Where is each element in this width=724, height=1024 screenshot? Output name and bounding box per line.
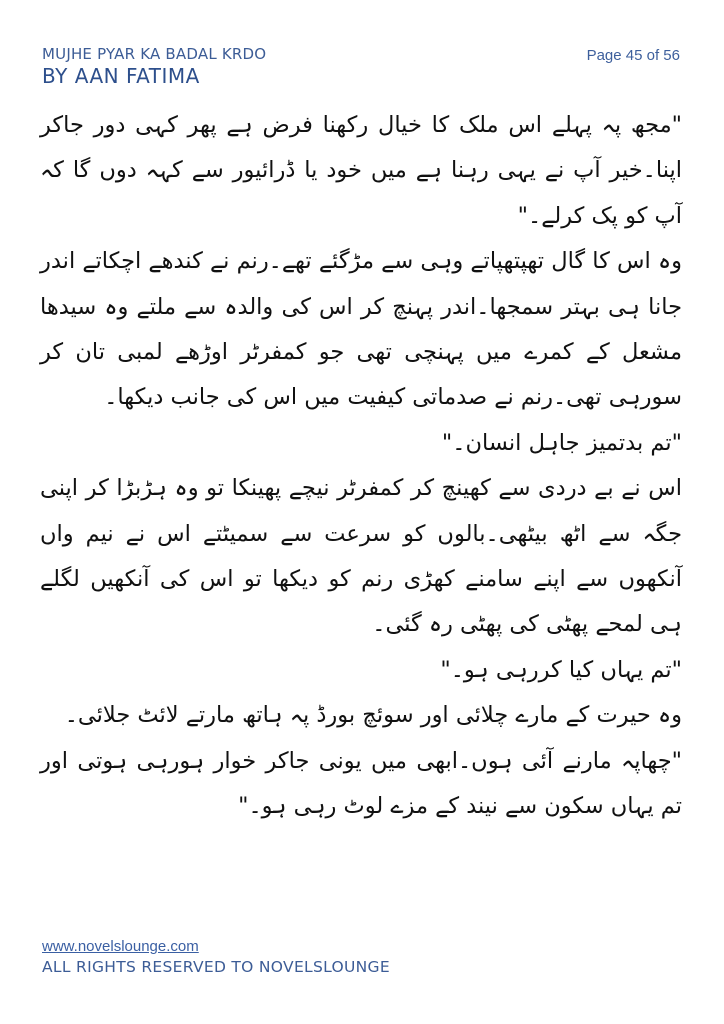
book-author: BY AAN FATIMA bbox=[42, 64, 200, 88]
paragraph: وہ حیرت کے مارے چلائی اور سوئچ بورڈ پہ ہاتھ مارتے لائٹ جلائی۔ bbox=[64, 702, 682, 729]
book-title: MUJHE PYAR KA BADAL KRDO bbox=[42, 45, 267, 63]
paragraph: "تم بدتمیز جاہل انسان۔" bbox=[441, 429, 682, 456]
paragraph: "مجھ پہ پہلے اس ملک کا خیال رکھنا فرض ہے پھر کہی دور جاکر اپنا۔خیر آپ نے یہی رہنا ہے میں خود یا ڈرائیور سے کہہ دوں گا کہ آپ کو پک کرلے۔" bbox=[40, 112, 682, 229]
paragraph: وہ اس کا گال تھپتھپاتے وہی سے مڑگئے تھے۔رنم نے کندھے اچکاتے اندر جانا ہی بہتر سمجھا۔اندر پہنچ کر اس کی والدہ سے ملتے وہ سیدھا مشعل کے کمرے میں پہنچی تھی جو کمفرٹر اوڑھے لمبی تان کر سورہی تھی۔رنم نے صدماتی کیفیت میں اس کی جانب دیکھا۔ bbox=[40, 248, 682, 411]
paragraph: "تم یہاں کیا کررہی ہو۔" bbox=[440, 656, 682, 683]
paragraph: اس نے بے دردی سے کھینچ کر کمفرٹر نیچے پھینکا تو وہ ہڑبڑا کر اپنی جگہ سے اٹھ بیٹھی۔بالوں کو سرعت سے سمیٹتے اس نے نیم واں آنکھوں سے اپنے سامنے کھڑی رنم کو دیکھا تو اس کی آنکھیں لگلے ہی لمحے پھٹی کی پھٹی رہ گئی۔ bbox=[40, 475, 682, 638]
paragraph: "چھاپہ مارنے آئی ہوں۔ابھی میں یونی جاکر خوار ہورہی ہوتی اور تم یہاں سکون سے نیند کے مزے لوٹ رہی ہو۔" bbox=[40, 747, 682, 820]
novel-body-text bbox=[40, 103, 682, 830]
page-number: Page 45 of 56 bbox=[586, 47, 680, 64]
website-link[interactable]: www.novelslounge.com bbox=[42, 938, 199, 955]
copyright-notice: ALL RIGHTS RESERVED TO NOVELSLOUNGE bbox=[42, 958, 390, 976]
